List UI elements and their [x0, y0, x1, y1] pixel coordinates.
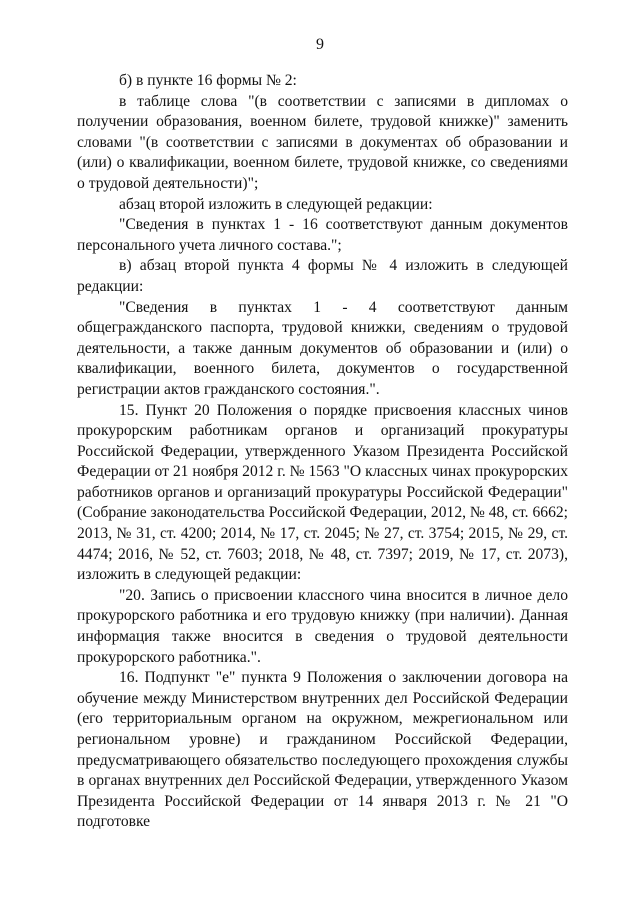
- paragraph-quote-20: "20. Запись о присвоении классного чина вносится в личное дело прокурорского работника и его трудовую книжку (при наличии). Данная информация также вносится в сведения о трудовой деятельности прокурорского работника.".: [77, 586, 568, 666]
- paragraph-quote-1-16: "Сведения в пунктах 1 - 16 соответствуют данным документов персонального учета личного состава.";: [77, 216, 568, 254]
- paragraph-item-b: б) в пункте 16 формы № 2:: [119, 72, 297, 89]
- paragraph-item-v: в) абзац второй пункта 4 формы № 4 изложить в следующей редакции:: [77, 257, 568, 295]
- document-body: [77, 71, 568, 833]
- paragraph-15: 15. Пункт 20 Положения о порядке присвоения классных чинов прокурорским работникам органов и организаций прокуратуры Российской Федерации, утвержденного Указом Президента Российской Федерации от 21 ноября 2012 г. № 1563 "О классных чинах прокурорских работников органов и организаций прокуратуры Российской Федерации" (Собрание законодательства Российской Федерации, 2012, № 48, ст. 6662; 2013, № 31, ст. 4200; 2014, № 17, ст. 2045; № 27, ст. 3754; 2015, № 29, ст. 4474; 2016, № 52, ст. 7603; 2018, № 48, ст. 7397; 2019, № 17, ст. 2073), изложить в следующей редакции:: [77, 401, 568, 584]
- paragraph-quote-1-4: "Сведения в пунктах 1 - 4 соответствуют данным общегражданского паспорта, трудовой книжки, сведениям о трудовой деятельности, а также данным документов об образовании и (или) о квалификации, военного билета, документов о государственной регистрации актов гражданского состояния.".: [77, 298, 568, 398]
- paragraph-second-abzac: абзац второй изложить в следующей редакции:: [119, 195, 433, 213]
- paragraph-table-words: в таблице слова "(в соответствии с записями в дипломах о получении образования, военном билете, трудовой книжке)" заменить словами "(в соответствии с записями в документах об образовании и (или) о квалификации, военном билете, трудовой книжке, со сведениями о трудовой деятельности)";: [77, 92, 568, 192]
- paragraph-16: 16. Подпункт "е" пункта 9 Положения о заключении договора на обучение между Министерством внутренних дел Российской Федерации (его территориальным органом на окружном, межрегиональном или региональном уровне) и гражданином Российской Федерации, предусматривающего обязательство последующего прохождения службы в органах внутренних дел Российской Федерации, утвержденного Указом Президента Российской Федерации от 14 января 2013 г. № 21 "О подготовке: [77, 669, 568, 831]
- page-number: 9: [316, 36, 324, 53]
